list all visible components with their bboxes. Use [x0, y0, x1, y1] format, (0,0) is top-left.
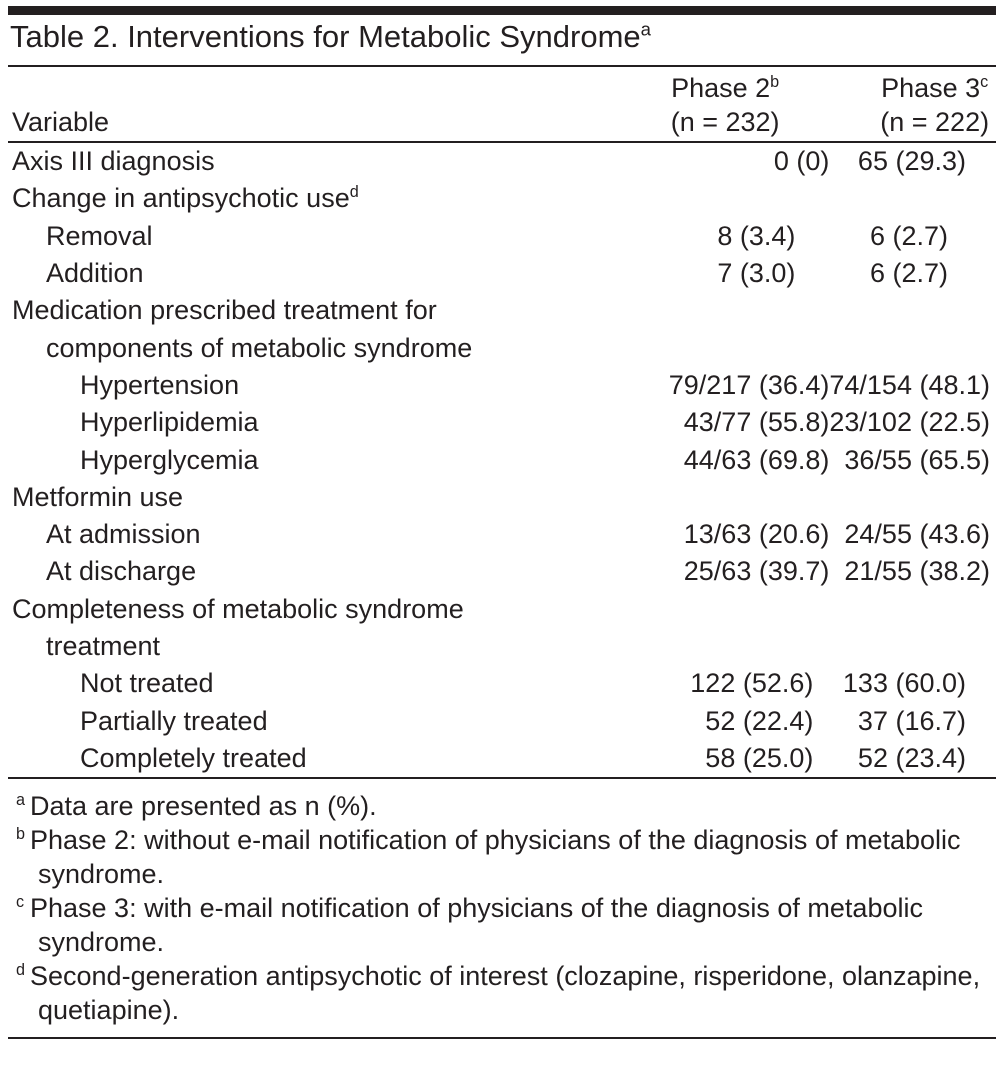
table-row	[8, 553, 996, 590]
footnote: d Second-generation antipsychotic of interest (clozapine, risperidone, olanzapine, quetiapine).	[16, 961, 981, 1026]
row-label-text: Partially treated	[80, 705, 268, 736]
table-row	[8, 292, 996, 329]
cell-phase2: 7 (3.0)	[717, 258, 796, 289]
cell-phase2: 52 (22.4)	[705, 705, 814, 736]
row-footnote-mark: d	[349, 183, 359, 202]
cell-phase2: 13/63 (20.6)	[683, 519, 830, 550]
row-label-text: components of metabolic syndrome	[46, 332, 473, 363]
table-row	[8, 702, 996, 739]
table-title-text: Table 2. Interventions for Metabolic Syndrome	[10, 19, 641, 54]
cell-phase3: 52 (23.4)	[829, 740, 996, 778]
header-row-1	[8, 67, 996, 104]
row-label	[8, 628, 581, 665]
cell-phase3: 6 (2.7)	[869, 258, 948, 289]
table-row	[8, 142, 996, 180]
row-label-text: Addition	[46, 258, 144, 289]
cell-phase3	[829, 292, 996, 329]
table-row	[8, 628, 996, 665]
cell-phase2	[581, 292, 829, 329]
footnote-text: Phase 2: without e-mail notification of physicians of the diagnosis of metabolic syndrome.	[30, 825, 961, 890]
row-label-text: Removal	[46, 220, 153, 251]
row-label-text: Completely treated	[80, 742, 307, 773]
footnote-text: Data are presented as n (%).	[30, 791, 377, 822]
cell-phase2	[581, 628, 829, 665]
interventions-table	[8, 67, 996, 779]
row-label-text: Axis III diagnosis	[12, 146, 215, 177]
bottom-rule	[8, 1037, 996, 1039]
cell-phase3	[829, 329, 996, 366]
cell-phase3: 21/55 (38.2)	[844, 556, 990, 587]
header-phase2-mark: b	[770, 73, 780, 91]
cell-phase3: 6 (2.7)	[869, 220, 948, 251]
header-phase2-n: (n = 232)	[581, 104, 829, 142]
row-label-text: Completeness of metabolic syndrome	[12, 593, 464, 624]
row-label	[8, 516, 581, 553]
table-footnotes	[8, 779, 992, 1027]
table-row	[8, 180, 996, 217]
cell-phase2	[581, 329, 829, 366]
cell-phase2: 25/63 (39.7)	[683, 556, 830, 587]
table-row	[8, 255, 996, 292]
cell-phase2	[581, 180, 829, 217]
row-label	[8, 591, 581, 628]
cell-phase2: 8 (3.4)	[717, 220, 796, 251]
table-row	[8, 367, 996, 404]
footnote: c Phase 3: with e-mail notification of physicians of the diagnosis of metabolic syndrome.	[16, 893, 923, 958]
row-label-text: At discharge	[46, 556, 197, 587]
table-row	[8, 329, 996, 366]
header-phase2	[581, 67, 829, 104]
row-label	[8, 702, 581, 739]
table-body	[8, 142, 996, 778]
header-phase3-label: Phase 3	[881, 73, 981, 103]
table-row	[8, 516, 996, 553]
footnote-text: Phase 3: with e-mail notification of physicians of the diagnosis of metabolic syndrome.	[30, 893, 923, 958]
cell-phase3: 133 (60.0)	[842, 668, 966, 699]
row-label	[8, 218, 581, 255]
row-label-text: Not treated	[80, 668, 214, 699]
footnote-text: Second-generation antipsychotic of interest (clozapine, risperidone, olanzapine, quetiapine).	[30, 961, 981, 1026]
cell-phase3: 74/154 (48.1)	[829, 369, 990, 400]
table-title-footnote-mark: a	[640, 18, 651, 40]
cell-phase2: 44/63 (69.8)	[683, 444, 830, 475]
cell-phase3	[829, 180, 996, 217]
header-row-2	[8, 104, 996, 142]
cell-phase3	[829, 628, 996, 665]
row-label	[8, 180, 581, 217]
row-label	[8, 367, 581, 404]
cell-phase3: 23/102 (22.5)	[829, 407, 990, 438]
cell-phase2: 122 (52.6)	[690, 668, 814, 699]
table-row	[8, 740, 996, 778]
row-label-text: Hyperlipidemia	[80, 407, 259, 438]
table-row	[8, 441, 996, 478]
cell-phase3	[829, 591, 996, 628]
cell-phase2	[581, 479, 829, 516]
header-phase3	[829, 67, 996, 104]
top-rule	[8, 6, 996, 15]
cell-phase3: 24/55 (43.6)	[844, 519, 990, 550]
table-page	[8, 0, 1004, 1039]
row-label	[8, 404, 581, 441]
cell-phase3: 36/55 (65.5)	[844, 444, 990, 475]
table-row	[8, 479, 996, 516]
cell-phase3	[829, 479, 996, 516]
row-label-text: At admission	[46, 519, 201, 550]
row-label	[8, 255, 581, 292]
table-row	[8, 404, 996, 441]
row-label	[8, 553, 581, 590]
row-label-text: treatment	[46, 631, 161, 661]
row-label-text: Medication prescribed treatment for	[12, 295, 437, 326]
footnote: b Phase 2: without e-mail notification of physicians of the diagnosis of metabolic syndrome.	[16, 825, 961, 890]
cell-phase2: 0 (0)	[773, 146, 830, 177]
cell-phase2: 43/77 (55.8)	[683, 407, 830, 438]
header-variable: Variable	[8, 104, 581, 142]
table-header	[8, 67, 996, 142]
row-label	[8, 479, 581, 516]
table-row	[8, 218, 996, 255]
cell-phase2: 79/217 (36.4)	[668, 369, 830, 400]
cell-phase2	[581, 591, 829, 628]
cell-phase2: 58 (25.0)	[581, 740, 829, 778]
header-phase2-label: Phase 2	[671, 73, 771, 103]
cell-phase3: 37 (16.7)	[857, 705, 966, 736]
row-label	[8, 292, 581, 329]
header-phase3-n: (n = 222)	[829, 104, 996, 142]
row-label	[8, 142, 581, 180]
row-label	[8, 329, 581, 366]
table-row	[8, 665, 996, 702]
row-label	[8, 740, 581, 778]
cell-phase3: 65 (29.3)	[857, 146, 966, 177]
row-label-text: Hyperglycemia	[80, 444, 259, 475]
table-row	[8, 591, 996, 628]
row-label-text: Change in antipsychotic use	[12, 183, 350, 214]
row-label	[8, 441, 581, 478]
footnote: a Data are presented as n (%).	[16, 791, 377, 822]
row-label	[8, 665, 581, 702]
header-phase3-mark: c	[980, 73, 989, 91]
table-title	[8, 15, 1004, 65]
row-label-text: Hypertension	[80, 369, 240, 400]
row-label-text: Metformin use	[12, 481, 184, 512]
